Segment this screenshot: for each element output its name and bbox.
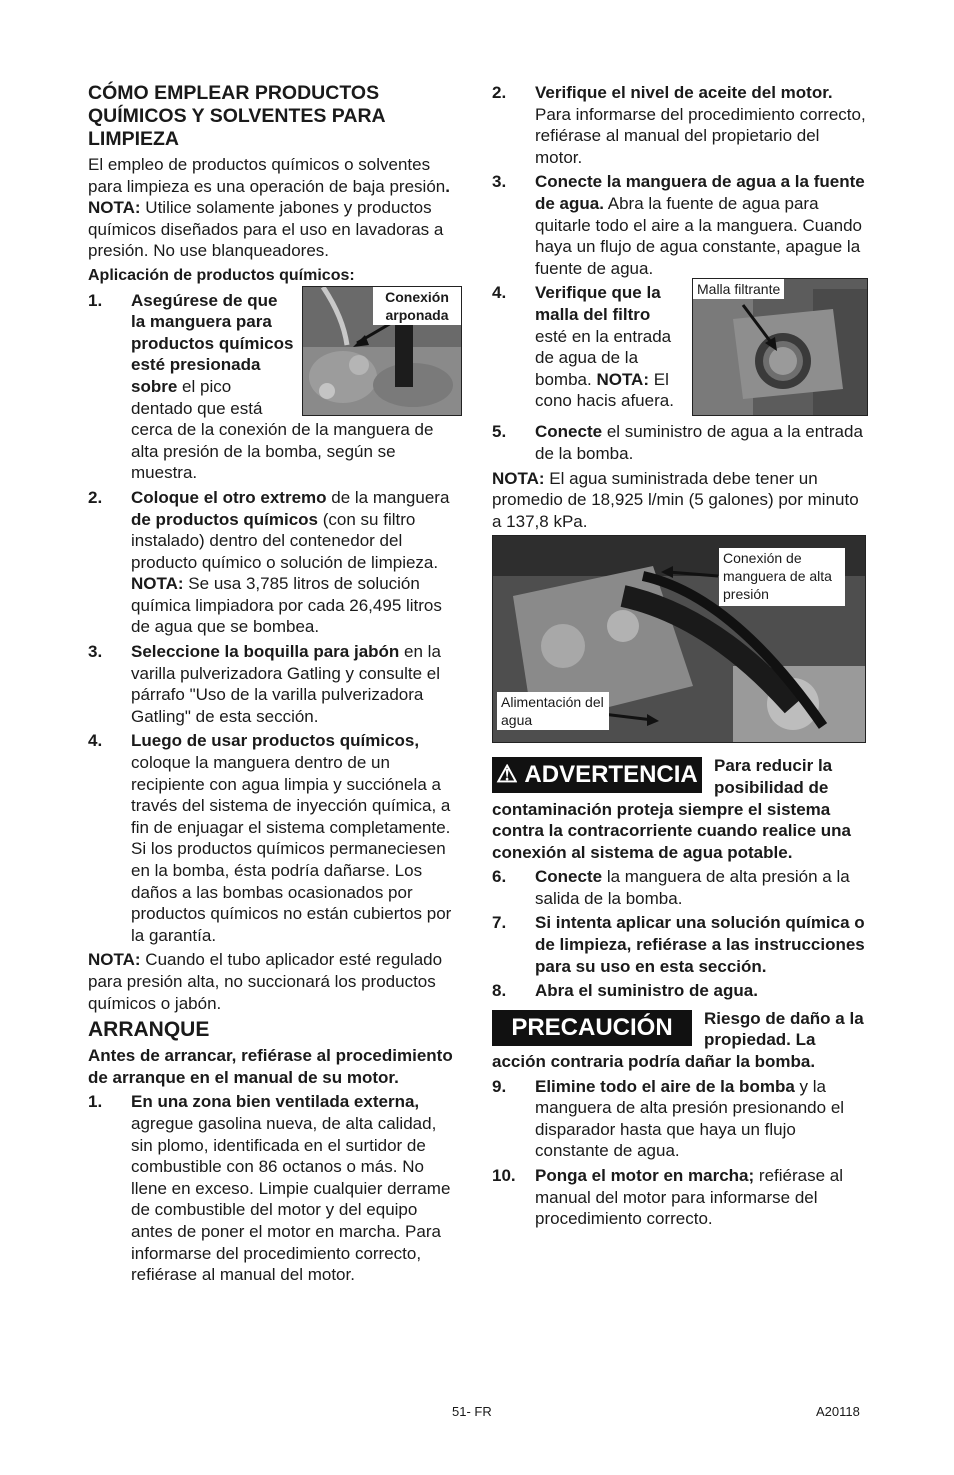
chem-step-3: 3. Seleccione la boquilla para jabón en la varilla pulverizadora Gatling y consulte el párrafo "Uso de la varilla pulverizadora Gatling" de esta sección. — [88, 642, 441, 726]
intro-paragraph: El empleo de productos químicos o solventes para limpieza es una operación de baja presión. NOTA: Utilice solamente jabones y productos químicos diseñados para el uso en lavadoras a presión. No use blanqueadores. — [88, 155, 450, 261]
right-column — [492, 82, 868, 1233]
start-step-3: 3. Conecte la manguera de agua a la fuente de agua. Abra la fuente de agua para quitarle todo el aire a la manguera. Cuando haya un flujo de agua constante, apague la fuente de agua. — [492, 172, 865, 278]
start-step-6: 6. Conecte la manguera de alta presión a la salida de la bomba. — [492, 867, 850, 908]
caution-badge: PRECAUCIÓN — [492, 1010, 692, 1046]
arranque-subheading: Antes de arrancar, refiérase al procedimiento de arranque en el manual de su motor. — [88, 1046, 453, 1087]
barbed-fitting-label: Conexión arponada — [373, 287, 461, 325]
warning-badge: ⚠ ADVERTENCIA — [492, 757, 702, 793]
start-step-8: 8. Abra el suministro de agua. — [492, 981, 758, 1001]
chem-step-2: 2. Coloque el otro extremo de la manguera de productos químicos (con su filtro instalado) dentro del contenedor del producto químico o solución de limpieza. NOTA: Se usa 3,785 litros de solución química limpiadora por cada 26,495 litros de agua que se bombea. — [88, 487, 450, 637]
left-column — [88, 82, 462, 1289]
section-heading-chemicals: CÓMO EMPLEAR PRODUCTOS QUÍMICOS Y SOLVENTES PARA LIMPIEZA — [88, 82, 385, 150]
section-heading-arranque: ARRANQUE — [88, 1018, 210, 1042]
chem-step-4: 4. Luego de usar productos químicos, coloque la manguera dentro de un recipiente con agua limpia y succiónela a través del sistema de inyección química, a fin de enjuagar el sistema completamente. Si los productos químicos permaneciesen en la bomba, ésta podría dañarse. Los daños a las bombas ocasionados por productos químicos no están cubiertos por la garantía. — [88, 731, 452, 945]
start-step-10: 10. Ponga el motor en marcha; refiérase al manual del motor para informarse del procedimiento correcto. — [492, 1166, 844, 1229]
filter-screen-photo — [692, 278, 868, 416]
warning-block: ⚠ ADVERTENCIA Para reducir la posibilidad de contaminación proteja siempre el sistema contra la contracorriente cuando realice una conexión al sistema de agua potable. — [492, 756, 852, 862]
arranque-step-1: 1. En una zona bien ventilada externa, agregue gasolina nueva, de alta calidad, sin plomo, identificada en el surtidor de combustible con 86 octanos o más. No llene en exceso. Limpie cualquier derrame de combustible del motor y del equipo antes de poner el motor en marcha. Para informarse del procedimiento correcto, refiérase al manual del motor. — [88, 1092, 451, 1285]
barbed-fitting-photo — [302, 286, 462, 416]
application-subheading: Aplicación de productos químicos: — [88, 266, 355, 284]
chem-step-1: 1. Conexión arponada Asegúrese de que la manguera para productos químicos esté presionada sobre el pico dentado que está cerca de la conexión de la manguera de alta presión de la bomba, según se muestra. — [88, 290, 462, 484]
start-step-4: 4. Malla filtrante Verifique que la malla del filtro esté en la entrada de agua de la bomba. NOTA: El cono hacis afuera. — [492, 282, 868, 418]
filter-screen-label: Malla filtrante — [693, 279, 784, 299]
water-supply-note: NOTA: El agua suministrada debe tener un promedio de 18,925 l/min (5 galones) por minuto a 137,8 kPa. — [492, 468, 859, 531]
start-step-2: 2. Verifique el nivel de aceite del motor. Para informarse del procedimiento correcto, refiérase al manual del propietario del motor. — [492, 83, 866, 167]
pressure-hose-label: Conexión de manguera de alta presión — [719, 548, 845, 606]
pump-connections-photo — [492, 535, 866, 743]
water-supply-label: Alimentación del agua — [497, 692, 609, 730]
filter-screen-illustration — [693, 279, 867, 415]
document-code: A20118 — [816, 1404, 860, 1419]
page-number: 51- FR — [452, 1404, 492, 1419]
warning-triangle-icon: ⚠ — [496, 761, 518, 789]
start-step-7: 7. Si intenta aplicar una solución química o de limpieza, refiérase a las instrucciones para su uso en esta sección. — [492, 913, 865, 976]
caution-block: PRECAUCIÓN Riesgo de daño a la propiedad. La acción contraria podría dañar la bomba. — [492, 1008, 864, 1072]
start-step-9: 9. Elimine todo el aire de la bomba y la manguera de alta presión presionando el disparador hasta que haya un flujo constante de agua. — [492, 1076, 845, 1161]
chem-note: NOTA: Cuando el tubo aplicador esté regulado para presión alta, no succionará los productos químicos o jabón. — [88, 950, 443, 1013]
start-step-5: 5. Conecte el suministro de agua a la entrada de la bomba. — [492, 422, 863, 463]
